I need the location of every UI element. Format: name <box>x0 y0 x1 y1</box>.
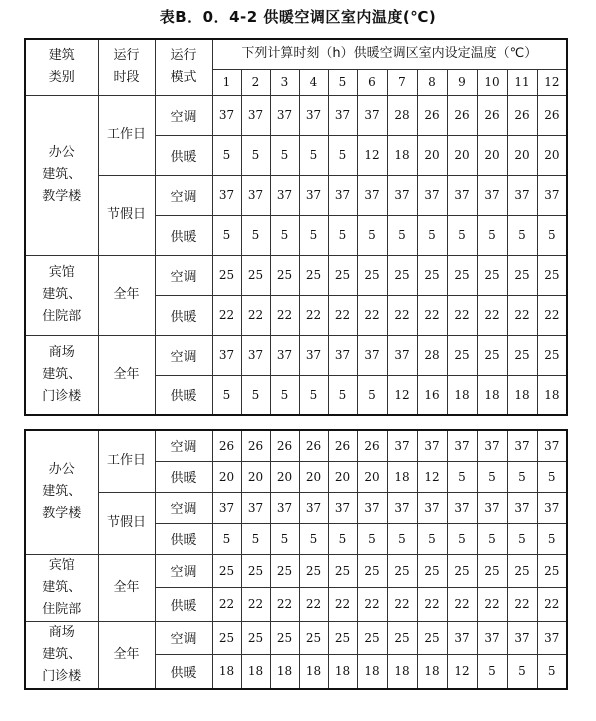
operation-period: 工作日 <box>98 95 155 175</box>
temperature-cell: 12 <box>417 461 447 492</box>
temperature-cell: 37 <box>328 492 357 523</box>
operation-mode: 空调 <box>155 621 212 655</box>
temperature-cell: 25 <box>270 255 299 295</box>
building-category-line: 建筑、 <box>42 646 82 662</box>
temperature-cell: 22 <box>417 295 447 335</box>
temperature-cell: 5 <box>241 523 270 554</box>
temperature-cell: 25 <box>477 554 507 588</box>
temperature-cell: 37 <box>507 175 537 215</box>
temperature-cell: 20 <box>328 461 357 492</box>
building-category-line: 教学楼 <box>42 506 82 522</box>
operation-period: 全年 <box>98 255 155 335</box>
temperature-table-part2 <box>24 429 568 690</box>
temperature-cell: 37 <box>270 175 299 215</box>
temperature-cell: 22 <box>299 295 328 335</box>
temperature-cell: 20 <box>270 461 299 492</box>
temperature-cell: 26 <box>417 95 447 135</box>
operation-mode: 供暖 <box>155 215 212 255</box>
temperature-cell: 22 <box>507 588 537 622</box>
temperature-cell: 18 <box>417 655 447 689</box>
temperature-cell: 5 <box>241 375 270 415</box>
temperature-cell: 18 <box>299 655 328 689</box>
temperature-cell: 37 <box>447 430 477 461</box>
temperature-cell: 26 <box>447 95 477 135</box>
temperature-cell: 37 <box>212 492 241 523</box>
temperature-cell: 37 <box>387 335 417 375</box>
temperature-cell: 25 <box>417 554 447 588</box>
temperature-cell: 37 <box>357 175 387 215</box>
temperature-cell: 5 <box>328 215 357 255</box>
temperature-cell: 5 <box>299 135 328 175</box>
table-row <box>25 335 567 375</box>
building-category-line: 门诊楼 <box>42 668 82 684</box>
temperature-cell: 25 <box>299 554 328 588</box>
temperature-cell: 12 <box>357 135 387 175</box>
temperature-cell: 37 <box>241 175 270 215</box>
building-category-line: 建筑、 <box>42 287 82 302</box>
temperature-cell: 5 <box>328 375 357 415</box>
temperature-cell: 5 <box>387 523 417 554</box>
hour-header: 11 <box>507 69 537 95</box>
temperature-cell: 22 <box>212 588 241 622</box>
temperature-cell: 37 <box>270 335 299 375</box>
building-category <box>25 95 98 255</box>
temperature-cell: 25 <box>447 554 477 588</box>
operation-mode: 供暖 <box>155 375 212 415</box>
hour-header: 4 <box>299 69 328 95</box>
temperature-cell: 20 <box>357 461 387 492</box>
operation-mode: 空调 <box>155 255 212 295</box>
temperature-cell: 5 <box>212 523 241 554</box>
operation-period: 工作日 <box>98 430 155 492</box>
temperature-cell: 25 <box>447 255 477 295</box>
building-category-line: 办公 <box>48 145 75 160</box>
temperature-cell: 22 <box>241 588 270 622</box>
table-row <box>25 621 567 655</box>
temperature-cell: 20 <box>537 135 567 175</box>
temperature-cell: 22 <box>507 295 537 335</box>
temperature-cell: 5 <box>387 215 417 255</box>
temperature-cell: 20 <box>507 135 537 175</box>
temperature-cell: 37 <box>417 492 447 523</box>
temperature-cell: 5 <box>477 655 507 689</box>
table-row <box>25 430 567 461</box>
temperature-cell: 37 <box>387 430 417 461</box>
building-category-line: 宾馆 <box>48 557 75 573</box>
building-category-line: 办公 <box>48 462 75 478</box>
temperature-cell: 5 <box>328 523 357 554</box>
temperature-cell: 37 <box>387 175 417 215</box>
header-mode <box>155 39 212 95</box>
temperature-cell: 37 <box>507 430 537 461</box>
temperature-cell: 20 <box>417 135 447 175</box>
temperature-cell: 22 <box>387 588 417 622</box>
temperature-table-part1 <box>24 38 568 416</box>
temperature-cell: 18 <box>241 655 270 689</box>
temperature-cell: 25 <box>212 621 241 655</box>
temperature-cell: 18 <box>447 375 477 415</box>
temperature-cell: 37 <box>537 430 567 461</box>
temperature-cell: 5 <box>299 523 328 554</box>
temperature-cell: 5 <box>447 461 477 492</box>
building-category <box>25 335 98 415</box>
temperature-cell: 5 <box>507 655 537 689</box>
operation-period: 节假日 <box>98 175 155 255</box>
temperature-cell: 18 <box>212 655 241 689</box>
temperature-cell: 25 <box>507 255 537 295</box>
header-hours-caption: 下列计算时刻（h）供暖空调区室内设定温度（℃） <box>212 39 567 69</box>
temperature-cell: 37 <box>447 175 477 215</box>
operation-mode: 空调 <box>155 492 212 523</box>
operation-period: 全年 <box>98 621 155 689</box>
temperature-cell: 25 <box>357 621 387 655</box>
temperature-cell: 37 <box>241 95 270 135</box>
hour-header: 8 <box>417 69 447 95</box>
header-category-text: 建筑 类别 <box>48 48 75 86</box>
temperature-cell: 20 <box>299 461 328 492</box>
temperature-cell: 37 <box>328 335 357 375</box>
header-period-text: 运行 时段 <box>113 48 140 86</box>
temperature-cell: 37 <box>357 95 387 135</box>
building-category-line: 建筑、 <box>42 484 82 500</box>
table-row <box>25 175 567 215</box>
temperature-cell: 26 <box>328 430 357 461</box>
hour-header: 12 <box>537 69 567 95</box>
temperature-cell: 25 <box>417 255 447 295</box>
temperature-cell: 12 <box>387 375 417 415</box>
hour-header: 7 <box>387 69 417 95</box>
building-category-line: 建筑、 <box>42 366 82 382</box>
temperature-cell: 5 <box>212 215 241 255</box>
temperature-cell: 5 <box>537 461 567 492</box>
building-category <box>25 255 98 335</box>
temperature-cell: 25 <box>477 335 507 375</box>
operation-mode: 空调 <box>155 175 212 215</box>
temperature-cell: 25 <box>328 621 357 655</box>
temperature-cell: 25 <box>507 554 537 588</box>
temperature-cell: 25 <box>387 255 417 295</box>
temperature-cell: 18 <box>387 655 417 689</box>
temperature-cell: 25 <box>270 554 299 588</box>
operation-mode: 空调 <box>155 95 212 135</box>
temperature-cell: 12 <box>447 655 477 689</box>
temperature-cell: 25 <box>507 335 537 375</box>
building-category-line: 宾馆 <box>48 265 75 280</box>
temperature-cell: 37 <box>270 95 299 135</box>
temperature-cell: 37 <box>270 492 299 523</box>
temperature-cell: 25 <box>212 554 241 588</box>
operation-mode: 空调 <box>155 554 212 588</box>
temperature-cell: 26 <box>299 430 328 461</box>
temperature-cell: 28 <box>387 95 417 135</box>
temperature-cell: 16 <box>417 375 447 415</box>
temperature-cell: 22 <box>299 588 328 622</box>
building-category-line: 住院部 <box>42 601 82 617</box>
temperature-cell: 22 <box>477 295 507 335</box>
temperature-cell: 5 <box>417 215 447 255</box>
operation-mode: 空调 <box>155 335 212 375</box>
temperature-cell: 18 <box>357 655 387 689</box>
temperature-cell: 26 <box>241 430 270 461</box>
temperature-cell: 25 <box>357 554 387 588</box>
temperature-cell: 25 <box>537 554 567 588</box>
temperature-cell: 25 <box>299 255 328 295</box>
building-category <box>25 621 98 689</box>
temperature-cell: 5 <box>241 135 270 175</box>
operation-mode: 空调 <box>155 430 212 461</box>
building-category-line: 商场 <box>48 624 75 640</box>
temperature-cell: 5 <box>447 215 477 255</box>
temperature-cell: 18 <box>387 135 417 175</box>
temperature-cell: 5 <box>270 135 299 175</box>
temperature-cell: 25 <box>447 335 477 375</box>
temperature-cell: 37 <box>477 175 507 215</box>
temperature-cell: 25 <box>270 621 299 655</box>
temperature-cell: 37 <box>507 621 537 655</box>
header-mode-text: 运行 模式 <box>170 48 197 86</box>
temperature-cell: 28 <box>417 335 447 375</box>
temperature-cell: 37 <box>477 430 507 461</box>
temperature-cell: 25 <box>299 621 328 655</box>
building-category <box>25 430 98 554</box>
temperature-cell: 25 <box>328 255 357 295</box>
temperature-cell: 37 <box>417 175 447 215</box>
temperature-cell: 37 <box>537 621 567 655</box>
table-row <box>25 492 567 523</box>
building-category-line: 建筑、 <box>42 579 82 595</box>
hour-header: 6 <box>357 69 387 95</box>
temperature-cell: 5 <box>328 135 357 175</box>
temperature-cell: 25 <box>241 621 270 655</box>
table-row <box>25 95 567 135</box>
hour-header: 2 <box>241 69 270 95</box>
building-category-line: 建筑、 <box>42 167 82 182</box>
temperature-cell: 37 <box>328 95 357 135</box>
operation-period: 全年 <box>98 554 155 621</box>
table-title: 表B．0．4-2 供暖空调区室内温度(℃) <box>159 8 437 26</box>
temperature-cell: 5 <box>357 523 387 554</box>
hour-header: 5 <box>328 69 357 95</box>
temperature-cell: 5 <box>507 523 537 554</box>
temperature-cell: 20 <box>241 461 270 492</box>
temperature-cell: 37 <box>477 492 507 523</box>
temperature-cell: 22 <box>270 295 299 335</box>
temperature-cell: 5 <box>537 655 567 689</box>
temperature-cell: 26 <box>357 430 387 461</box>
temperature-cell: 18 <box>507 375 537 415</box>
temperature-cell: 20 <box>477 135 507 175</box>
building-category <box>25 554 98 621</box>
temperature-cell: 5 <box>477 523 507 554</box>
temperature-cell: 18 <box>477 375 507 415</box>
temperature-cell: 5 <box>537 523 567 554</box>
temperature-cell: 5 <box>299 375 328 415</box>
hour-header: 9 <box>447 69 477 95</box>
temperature-cell: 37 <box>299 95 328 135</box>
building-category-line: 教学楼 <box>42 189 82 204</box>
temperature-cell: 26 <box>507 95 537 135</box>
temperature-cell: 37 <box>357 492 387 523</box>
temperature-cell: 5 <box>357 375 387 415</box>
temperature-cell: 37 <box>537 175 567 215</box>
temperature-cell: 22 <box>212 295 241 335</box>
temperature-cell: 22 <box>447 295 477 335</box>
temperature-cell: 25 <box>417 621 447 655</box>
operation-mode: 供暖 <box>155 135 212 175</box>
temperature-cell: 37 <box>212 335 241 375</box>
temperature-cell: 25 <box>212 255 241 295</box>
temperature-cell: 22 <box>537 295 567 335</box>
temperature-cell: 26 <box>270 430 299 461</box>
temperature-cell: 22 <box>328 588 357 622</box>
operation-mode: 供暖 <box>155 523 212 554</box>
temperature-cell: 5 <box>477 215 507 255</box>
temperature-cell: 5 <box>507 461 537 492</box>
temperature-cell: 25 <box>241 554 270 588</box>
temperature-cell: 25 <box>241 255 270 295</box>
temperature-cell: 20 <box>212 461 241 492</box>
temperature-cell: 25 <box>357 255 387 295</box>
temperature-cell: 22 <box>357 588 387 622</box>
temperature-cell: 25 <box>387 554 417 588</box>
temperature-cell: 37 <box>328 175 357 215</box>
temperature-cell: 18 <box>270 655 299 689</box>
table-row <box>25 554 567 588</box>
temperature-cell: 5 <box>270 375 299 415</box>
temperature-cell: 5 <box>477 461 507 492</box>
temperature-cell: 5 <box>212 375 241 415</box>
temperature-cell: 5 <box>537 215 567 255</box>
temperature-cell: 37 <box>299 492 328 523</box>
temperature-cell: 5 <box>212 135 241 175</box>
operation-mode: 供暖 <box>155 295 212 335</box>
temperature-cell: 37 <box>447 492 477 523</box>
temperature-cell: 5 <box>357 215 387 255</box>
hour-header: 10 <box>477 69 507 95</box>
temperature-cell: 18 <box>328 655 357 689</box>
temperature-cell: 37 <box>537 492 567 523</box>
temperature-cell: 37 <box>241 492 270 523</box>
temperature-cell: 5 <box>270 523 299 554</box>
operation-period: 全年 <box>98 335 155 415</box>
temperature-cell: 37 <box>357 335 387 375</box>
temperature-cell: 37 <box>299 175 328 215</box>
header-period <box>98 39 155 95</box>
temperature-cell: 22 <box>387 295 417 335</box>
temperature-cell: 5 <box>417 523 447 554</box>
hour-header: 1 <box>212 69 241 95</box>
temperature-cell: 5 <box>299 215 328 255</box>
temperature-cell: 37 <box>299 335 328 375</box>
operation-mode: 供暖 <box>155 588 212 622</box>
building-category-line: 商场 <box>48 344 75 360</box>
building-category-line: 门诊楼 <box>42 388 82 404</box>
temperature-cell: 5 <box>507 215 537 255</box>
temperature-cell: 37 <box>212 175 241 215</box>
operation-mode: 供暖 <box>155 461 212 492</box>
temperature-cell: 22 <box>270 588 299 622</box>
temperature-cell: 18 <box>387 461 417 492</box>
temperature-cell: 25 <box>387 621 417 655</box>
temperature-cell: 37 <box>507 492 537 523</box>
hour-header: 3 <box>270 69 299 95</box>
temperature-cell: 25 <box>328 554 357 588</box>
header-category <box>25 39 98 95</box>
temperature-cell: 5 <box>447 523 477 554</box>
temperature-cell: 26 <box>477 95 507 135</box>
temperature-cell: 22 <box>417 588 447 622</box>
temperature-cell: 22 <box>328 295 357 335</box>
operation-mode: 供暖 <box>155 655 212 689</box>
temperature-cell: 22 <box>241 295 270 335</box>
temperature-cell: 37 <box>447 621 477 655</box>
temperature-cell: 18 <box>537 375 567 415</box>
temperature-cell: 25 <box>477 255 507 295</box>
building-category-line: 住院部 <box>42 309 82 324</box>
temperature-cell: 22 <box>477 588 507 622</box>
temperature-cell: 22 <box>537 588 567 622</box>
temperature-cell: 37 <box>241 335 270 375</box>
temperature-cell: 5 <box>241 215 270 255</box>
table-row <box>25 255 567 295</box>
temperature-cell: 25 <box>537 255 567 295</box>
temperature-cell: 22 <box>357 295 387 335</box>
temperature-cell: 37 <box>417 430 447 461</box>
temperature-cell: 37 <box>212 95 241 135</box>
temperature-cell: 37 <box>387 492 417 523</box>
temperature-cell: 20 <box>447 135 477 175</box>
temperature-cell: 26 <box>212 430 241 461</box>
temperature-cell: 37 <box>477 621 507 655</box>
temperature-cell: 22 <box>447 588 477 622</box>
temperature-cell: 5 <box>270 215 299 255</box>
operation-period: 节假日 <box>98 492 155 554</box>
temperature-cell: 25 <box>537 335 567 375</box>
temperature-cell: 26 <box>537 95 567 135</box>
